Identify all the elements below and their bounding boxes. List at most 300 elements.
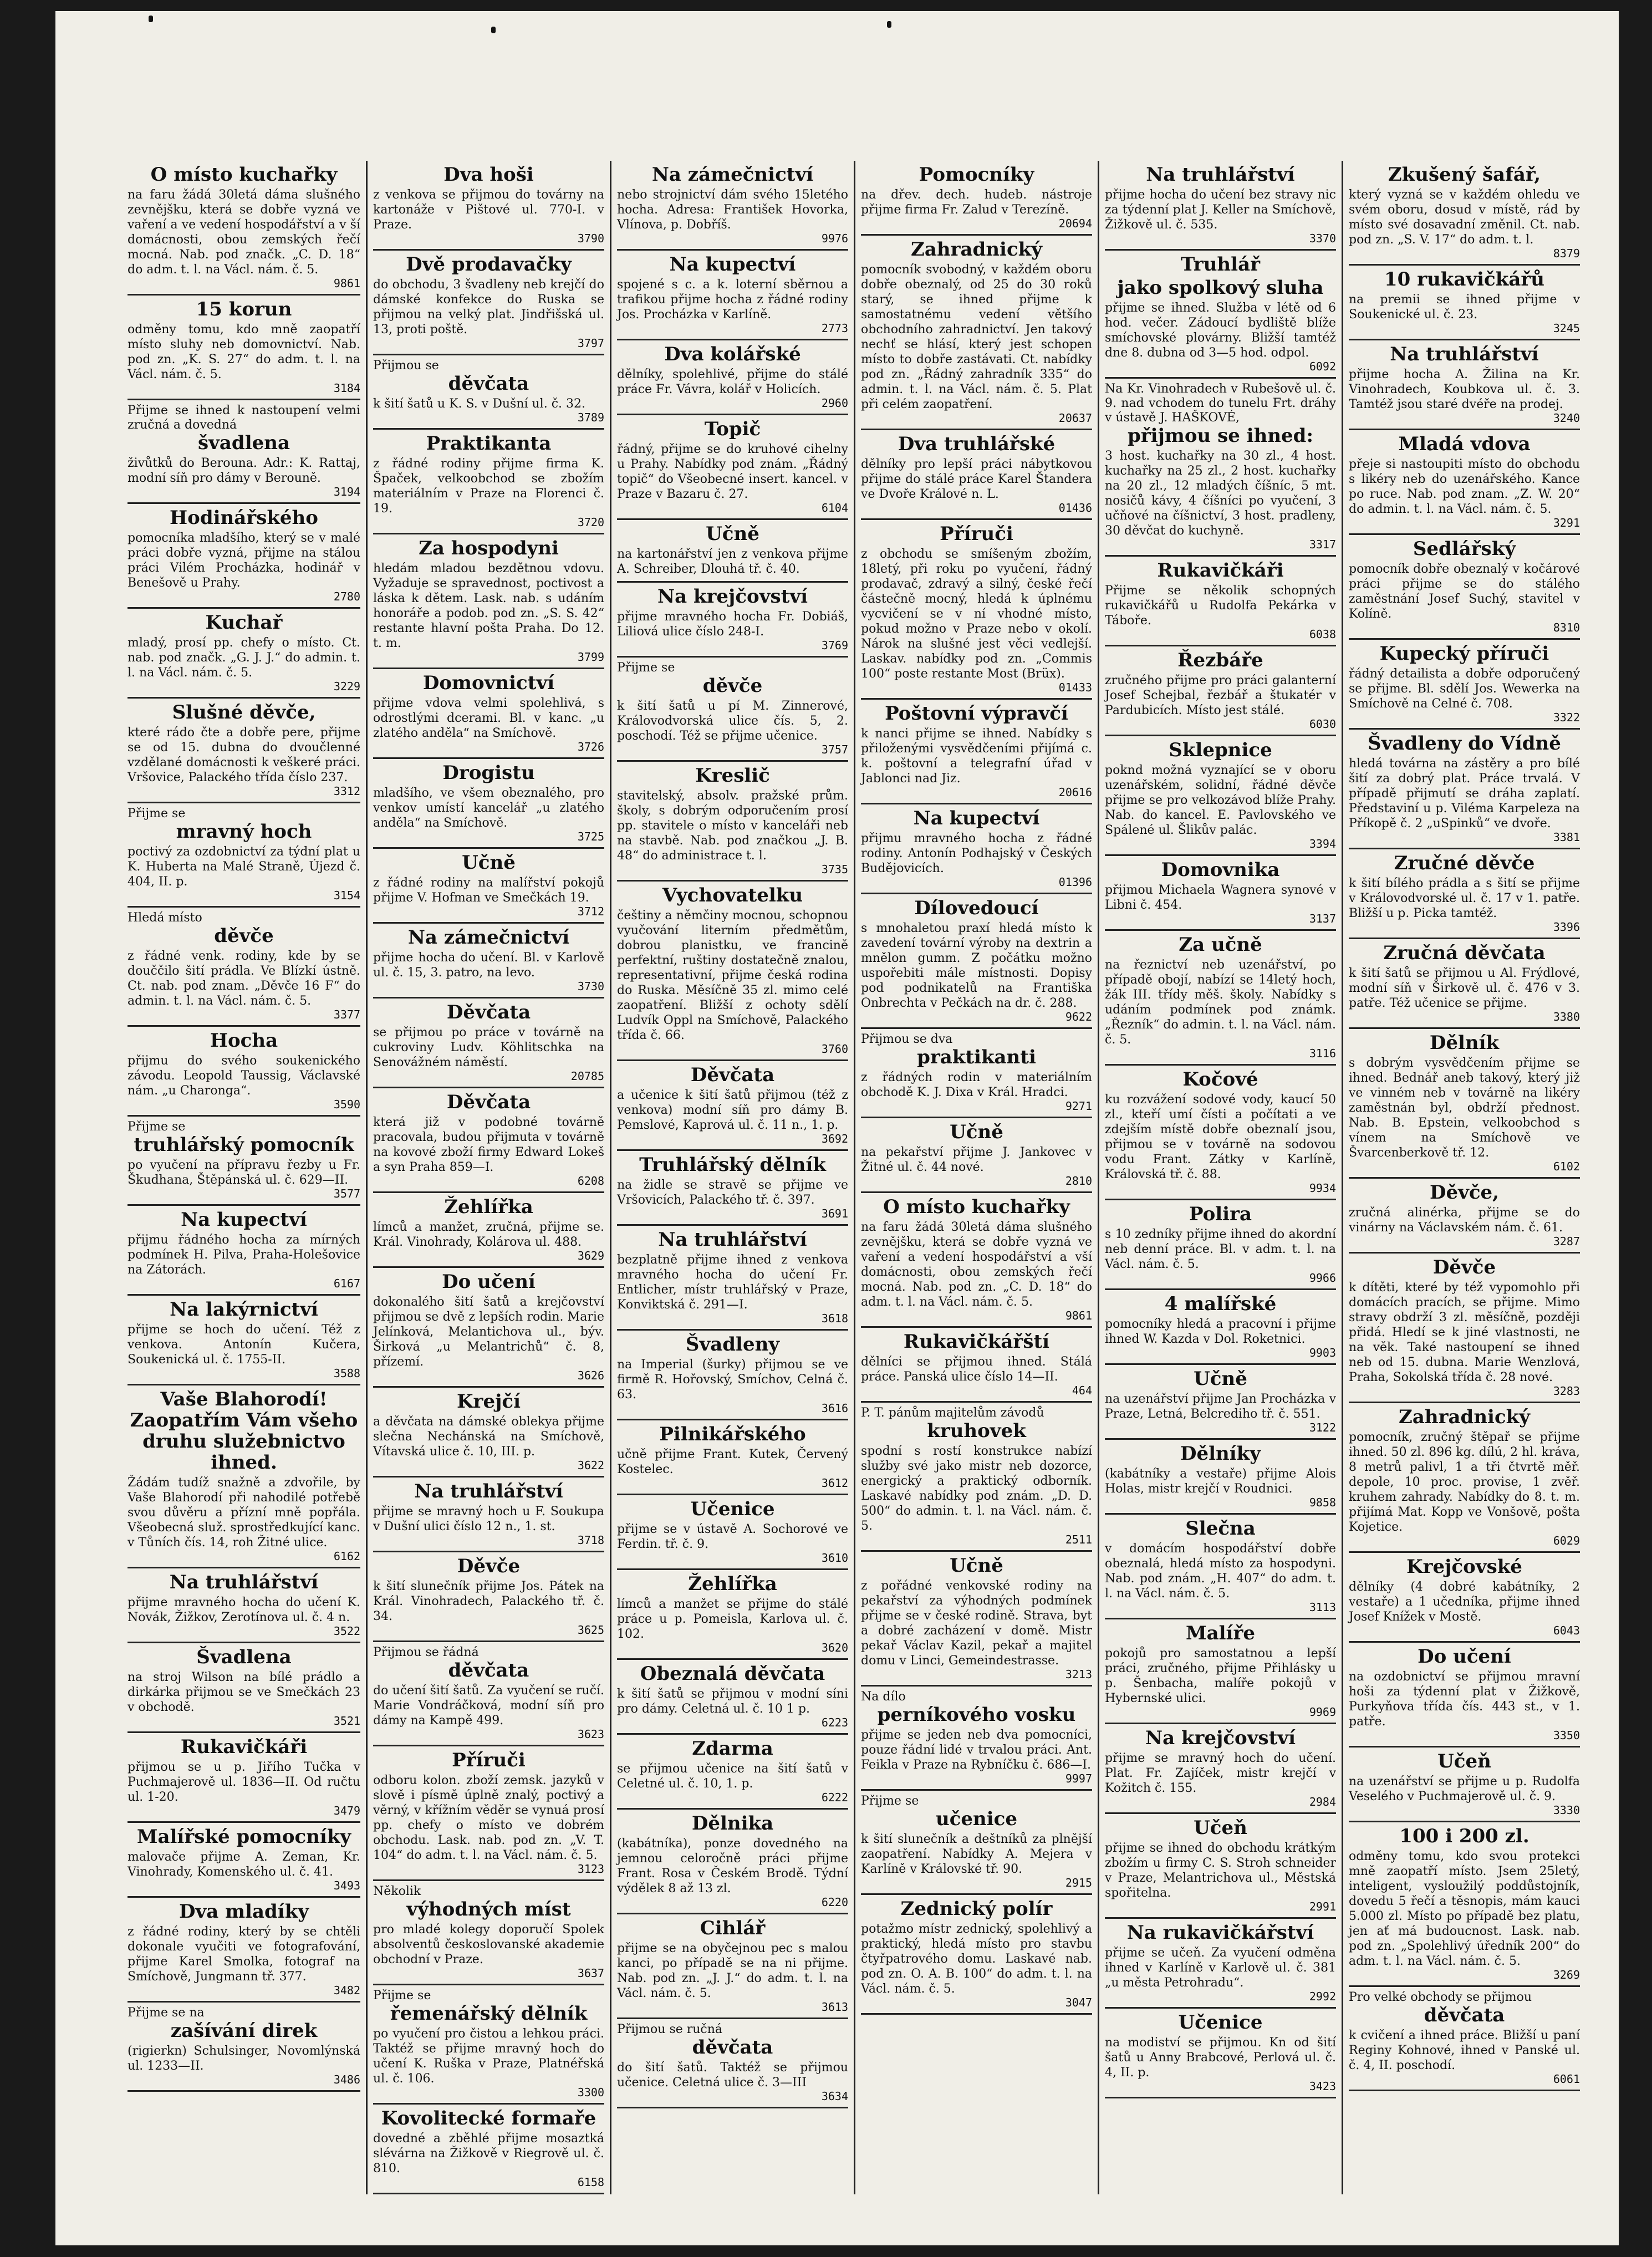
classified-ad	[1105, 2009, 1336, 2098]
classified-ad	[617, 1331, 848, 1420]
ad-body: s dobrým vysvědčením přijme se ihned. Bednář aneb takový, který již ve vinném neb v továrně na likéry zaměstnán byl, obdrží přednost. Nab. B. Epstein, velkoobchod s vínem na Smíchově ve Švarcenberkově tř. 12.	[1349, 1056, 1580, 1160]
ad-number: 3330	[1553, 1803, 1580, 1817]
ad-body: límců a manžet se přijme do stálé práce u p. Pomeisla, Karlova ul. č. 102.	[617, 1597, 848, 1641]
ad-number: 20637	[1058, 411, 1092, 425]
ad-heading: Řezbáře	[1177, 649, 1263, 671]
ad-number: 3423	[1309, 2080, 1336, 2093]
ad-body: a učenice k šití šatů přijmou (též z venkova) modní síň pro dámy B. Pemslové, Kaprová ul. č. 11 n., 1. p.	[617, 1088, 848, 1132]
ad-heading: Na truhlářství	[414, 1480, 563, 1502]
classified-ad	[617, 1226, 848, 1331]
ad-heading: Děvčata	[446, 1001, 531, 1023]
classified-ad	[128, 504, 360, 609]
ad-heading: Krejčovské	[1406, 1556, 1522, 1578]
ad-number: 3113	[1309, 1601, 1336, 1614]
ad-heading: Pomocníky	[919, 164, 1034, 186]
ad-body: pomocníky hledá a pracovní i přijme ihned W. Kazda v Dol. Roketnici.	[1105, 1317, 1336, 1346]
ad-number: 01436	[1058, 501, 1092, 514]
ad-kicker: Přijmou se dva	[861, 1032, 953, 1046]
ad-body: do učení šití šatů. Za vyučení se ručí. Marie Vondráčková, modní síň pro dámy na Kampě 499.	[373, 1684, 604, 1728]
ad-heading: Do učení	[1418, 1645, 1511, 1668]
ad-number: 6104	[821, 501, 848, 514]
ad-body: k šití šatů u pí M. Zinnerové, Královodvorská ulice čís. 5, 2. poschodí. Též se přijme učenice.	[617, 699, 848, 743]
ink-mark	[149, 16, 153, 22]
ad-body: nebo strojnictví dám svého 15letého hocha. Adresa: František Hovorka, Vlínova, p. Dobříš.	[617, 188, 848, 232]
classified-ad	[617, 1570, 848, 1660]
classified-ad	[1105, 1619, 1336, 1724]
ad-kicker: Přijmou se řádná	[373, 1645, 479, 1659]
ad-number: 9622	[1065, 1010, 1092, 1023]
ad-number: 3634	[821, 2090, 848, 2103]
ad-heading: přijmou se ihned:	[1127, 425, 1314, 447]
classified-ad	[1349, 1643, 1580, 1747]
ad-body: mladšího, ve všem obeznalého, pro venkov umístí kancelář „u zlatého anděla“ na Smíchově.	[373, 786, 604, 830]
classified-ad	[617, 1914, 848, 2019]
classified-ad	[1349, 535, 1580, 640]
ad-number: 3629	[577, 1249, 604, 1262]
ad-heading: Do učení	[442, 1271, 536, 1293]
ad-number: 3726	[577, 740, 604, 753]
ad-number: 3622	[577, 1459, 604, 1472]
ad-heading: Slušné děvče,	[172, 701, 316, 724]
ad-body: v domácím hospodářství dobře obeznalá, hledá místo za hospodyni. Nab. pod znám. „H. 407“ do adm. t. l. na Václ. nám. č. 5.	[1105, 1542, 1336, 1601]
ad-number: 3370	[1309, 232, 1336, 245]
ad-number: 6208	[577, 1174, 604, 1188]
classified-ad	[373, 759, 604, 849]
ad-body: živůtků do Berouna. Adr.: K. Rattaj, modní síň pro dámy v Berouně.	[128, 456, 360, 485]
ad-body: přijme se mravný hoch do učení. Plat. Fr. Zajíček, mistr krejčí v Kožitch č. 155.	[1105, 1751, 1336, 1795]
classified-ad	[373, 1881, 604, 1985]
classified-ad	[373, 1268, 604, 1388]
ad-body: z venkova se přijmou do továrny na kartonáže v Pištové ul. 770-I. v Praze.	[373, 188, 604, 232]
classified-ad	[128, 1117, 360, 1206]
ad-body: Přijme se několik schopných rukavičkářů u Rudolfa Pekárka v Táboře.	[1105, 584, 1336, 628]
ad-heading: Hocha	[210, 1030, 278, 1052]
ad-number: 9861	[333, 277, 360, 290]
ad-number: 3623	[577, 1728, 604, 1741]
ad-heading: Zdarma	[692, 1738, 773, 1760]
ad-body: se přijmou učenice na šití šatů v Celetné ul. č. 10, 1. p.	[617, 1762, 848, 1791]
ad-heading: děvčata	[692, 2036, 773, 2059]
classified-ad	[1349, 939, 1580, 1029]
ad-heading: Děvče	[1432, 1256, 1496, 1278]
ad-heading: 100 i 200 zl.	[1399, 1825, 1529, 1847]
ad-body: přijme hocha A. Žilina na Kr. Vinohradech, Koubkova ul. č. 3. Tamtéž jsou staré dvéře na prodej.	[1349, 368, 1580, 411]
ad-body: dělníci se přijmou ihned. Stálá práce. Panská ulice číslo 14—II.	[861, 1355, 1092, 1384]
ad-number: 3588	[333, 1367, 360, 1380]
ad-number: 3287	[1553, 1235, 1580, 1248]
ad-body: a děvčata na dámské oblekya přijme slečna Nechánská na Smíchově, Vítavská ulice č. 10, III. p.	[373, 1415, 604, 1459]
classified-ad	[373, 430, 604, 534]
ad-number: 3194	[333, 485, 360, 498]
classified-ad	[1105, 646, 1336, 736]
ad-body: z řádné rodiny přijme firma K. Špaček, velkoobchod se zbožím materiálním v Praze na Florenci č. 19.	[373, 457, 604, 516]
ad-number: 3394	[1309, 837, 1336, 850]
ad-heading: Cihlář	[700, 1917, 766, 1939]
ad-heading: Zručná děvčata	[1383, 942, 1546, 964]
classified-ad	[1349, 1822, 1580, 1987]
ad-kicker: Na dílo	[861, 1690, 906, 1704]
ad-number: 3692	[821, 1132, 848, 1145]
ad-heading: Na truhlářství	[658, 1229, 807, 1251]
ad-number: 3317	[1309, 538, 1336, 551]
ad-number: 2991	[1309, 1900, 1336, 1913]
ad-body: mladý, prosí pp. chefy o místo. Ct. nab. pod značk. „G. J. J.“ do admin. t. l. na Václ. nám. č. 5.	[128, 636, 360, 680]
classified-ad	[617, 1810, 848, 1914]
classified-ad	[128, 1733, 360, 1823]
ad-number: 3245	[1553, 322, 1580, 335]
classified-ad	[1349, 430, 1580, 535]
ad-heading: Dva truhlářské	[898, 433, 1056, 455]
ad-heading: Učenice	[1178, 2011, 1263, 2034]
ad-number: 2511	[1065, 1533, 1092, 1546]
ad-kicker: P. T. pánům majitelům závodů	[861, 1406, 1044, 1420]
ad-heading: švadlena	[198, 432, 290, 454]
ad-body: (rigierkn) Schulsinger, Novomlýnská ul. 1233—II.	[128, 2044, 360, 2073]
classified-ad	[373, 251, 604, 355]
ad-number: 3612	[821, 1476, 848, 1490]
classified-ad	[1105, 1365, 1336, 1440]
classified-ad	[1105, 557, 1336, 646]
classified-ad	[861, 520, 1092, 700]
ad-number: 3213	[1065, 1668, 1092, 1681]
ad-body: odboru kolon. zboží zemsk. jazyků v slově i písmě úplně znalý, poctivý a věrný, v křížním věděr se vynuá prosí pp. chefy o místo ve dobrém obchodu. Lask. nab. pod zn. „V. T. 104“ do adm. t. l. na Václ. nám. č. 5.	[373, 1774, 604, 1862]
ad-number: 3790	[577, 232, 604, 245]
ad-number: 3229	[333, 680, 360, 693]
classified-ad	[1349, 266, 1580, 340]
ad-number: 6222	[821, 1791, 848, 1804]
ad-number: 3590	[333, 1098, 360, 1111]
ad-body: pokojů pro samostatnou a lepší práci, zručného, přijme Přihlásky u p. Šenbacha, malíře pokojů v Hybernské ulici.	[1105, 1647, 1336, 1705]
ad-heading: Praktikanta	[426, 432, 552, 455]
ad-heading: Děvče	[457, 1555, 521, 1577]
ad-heading: Na kupectví	[181, 1209, 307, 1231]
ad-number: 3789	[577, 411, 604, 424]
ad-number: 3618	[821, 1312, 848, 1325]
ad-body: přijme hocha do učení bez stravy nic za týdenní plat J. Keller na Smíchově, Žižkově ul. č. 535.	[1105, 188, 1336, 232]
ad-heading: Malíře	[1185, 1622, 1256, 1644]
ad-body: (kabátníka), ponze dovedného na jemnou celoročně práci přijme Frant. Rosa v Českém Brodě. Týdní výdělek 8 až 13 zl.	[617, 1837, 848, 1896]
classified-ad	[861, 804, 1092, 894]
classified-ad	[128, 2003, 360, 2092]
ad-kicker: Hledá místo	[128, 911, 202, 925]
classified-ad	[128, 699, 360, 803]
ad-number: 3757	[821, 743, 848, 756]
ad-body: přijme vdova velmi spolehlivá, s odrostlými dcerami. Bl. v kanc. „u zlatého anděla“ na Smíchově.	[373, 696, 604, 740]
ad-heading: Na truhlářství	[1390, 343, 1539, 365]
ad-body: přijmu do svého soukenického závodu. Leopold Taussig, Václavské nám. „u Charonga“.	[128, 1054, 360, 1098]
classified-ad	[1105, 1200, 1336, 1290]
ad-heading: Žehlířka	[688, 1573, 777, 1595]
classified-ad	[617, 882, 848, 1061]
ad-body: přijme se ihned. Služba v létě od 6 hod. večer. Zádoucí bydliště blíže smíchovské plovárny. Bližší tamtéž dne 8. dubna od 3—5 hod. odpol.	[1105, 301, 1336, 360]
ad-body: na kartonářství jen z venkova přijme A. Schreiber, Dlouhá tř. č. 40.	[617, 547, 848, 576]
classified-ad	[1349, 1747, 1580, 1822]
ad-body: s mnohaletou praxí hledá místo k zavedení tovární výroby na dextrin a mnělon gumm. Z počátku možno uspořebiti mále místnosti. Dopisy pod podnikatelů na Františka Onbrechta v Pečkách na dr. č. 288.	[861, 921, 1092, 1010]
ad-number: 3377	[333, 1008, 360, 1021]
ad-body: na židle se stravě se přijme ve Vršovicích, Palackého tř. č. 397.	[617, 1178, 848, 1207]
classified-ad	[1105, 1290, 1336, 1365]
ad-body: na řeznictví neb uzenářství, po případě obojí, nabízí se 14letý hoch, žák III. třídy měš. školy. Nabídky s udáním podmínek pod známk. „Řezník“ do admin. t. l. na Václ. nám. č. 5.	[1105, 958, 1336, 1047]
ad-number: 8379	[1553, 247, 1580, 260]
ad-heading: Truhlářský dělník	[639, 1154, 826, 1176]
ad-number: 3122	[1309, 1421, 1336, 1434]
classified-ad	[617, 1420, 848, 1495]
ad-number: 3123	[577, 1862, 604, 1876]
ad-body: odměny tomu, kdo mně zaopatří místo sluhy neb domovnictví. Nab. pod zn. „K. S. 27“ do adm. t. l. na Václ. nám. č. 5.	[128, 323, 360, 381]
ad-heading: Kreslič	[695, 765, 770, 787]
ad-number: 3479	[333, 1804, 360, 1817]
ad-number: 3730	[577, 980, 604, 993]
ad-body: s 10 zedníky přijme ihned do akordní neb denní práce. Bl. v adm. t. l. na Václ. nám. č. 5.	[1105, 1227, 1336, 1271]
ad-body: pro mladé kolegy doporučí Spolek absolventů českoslovanské akademie obchodní v Praze.	[373, 1923, 604, 1966]
classified-column	[854, 161, 1098, 2194]
ad-heading: kruhovek	[927, 1420, 1026, 1442]
ad-body: stavitelský, absolv. pražské prům. školy, s dobrým odporučením prosí pp. stavitele o místo v kanceláři neb na stavbě. Nab. pod značkou „J. B. 48“ do administrace t. l.	[617, 789, 848, 863]
ad-body: k šití slunečník přijme Jos. Pátek na Král. Vinohradech, Palackého tř. č. 34.	[373, 1580, 604, 1623]
classified-ad	[373, 1388, 604, 1478]
ad-body: na Imperial (šurky) přijmou se ve firmě R. Hořovský, Smíchov, Celná č. 63.	[617, 1358, 848, 1402]
classified-ad	[373, 924, 604, 998]
ad-heading: zašívání direk	[170, 2020, 318, 2042]
ad-body: přijme mravného hocha Fr. Dobiáš, Liliová ulice číslo 248-I.	[617, 610, 848, 639]
classified-ad	[373, 355, 604, 430]
ink-mark	[491, 27, 496, 33]
ad-number: 3577	[333, 1187, 360, 1200]
classified-ad	[373, 1193, 604, 1268]
classified-column	[122, 161, 366, 2194]
classified-ad	[373, 1088, 604, 1193]
ad-number: 3486	[333, 2073, 360, 2086]
ad-heading: Učně	[706, 523, 759, 545]
classified-ad	[617, 415, 848, 520]
ad-kicker: Přijmou se	[373, 359, 439, 373]
ad-heading: Domovnika	[1161, 859, 1280, 881]
ad-heading: učenice	[935, 1808, 1018, 1830]
classified-column	[366, 161, 610, 2194]
classified-ad	[128, 296, 360, 400]
classified-ad	[1349, 1987, 1580, 2091]
ad-heading: Polira	[1189, 1203, 1252, 1225]
ad-heading: Sklepnice	[1169, 739, 1272, 761]
ad-number: 01433	[1058, 681, 1092, 694]
ad-body: k šití šatů se přijmou v modní síni pro dámy. Celetná ul. č. 10 1 p.	[617, 1687, 848, 1716]
ad-heading: Rukavičkářští	[903, 1331, 1050, 1353]
classified-ad	[1105, 161, 1336, 251]
classified-ad	[1349, 640, 1580, 730]
ad-number: 3760	[821, 1042, 848, 1056]
ad-body: do obchodu, 3 švadleny neb krejčí do dámské konfekce do Ruska se přijmou na velký plat. Jindřišská ul. 13, proti poště.	[373, 278, 604, 337]
ad-number: 3312	[333, 784, 360, 798]
ad-body: na modiství se přijmou. Kn od šití šatů u Anny Brabcové, Perlová ul. č. 4, II. p.	[1105, 2036, 1336, 2080]
ad-body: z řádné rodiny na malířství pokojů přijme V. Hofman ve Smečkách 19.	[373, 876, 604, 905]
ad-heading: Slečna	[1185, 1517, 1256, 1540]
ad-number: 9997	[1065, 1772, 1092, 1785]
ad-kicker: Přijme se	[128, 807, 186, 821]
classified-ad	[861, 430, 1092, 520]
ink-mark	[887, 21, 891, 28]
ad-heading: Zručné děvče	[1394, 852, 1535, 874]
ad-body: 3 host. kuchařky na 30 zl., 4 host. kuchařky na 25 zl., 2 host. kuchařky na 20 zl., 12 mladých číšníc, 5 mt. nosičů kávy, 4 číšníci po vyučení, 3 učňové na číšnictví, 3 host. pradleny, 30 děvčat do kuchyně.	[1105, 449, 1336, 538]
classified-ad	[128, 1027, 360, 1117]
ad-heading: Rukavičkáři	[1157, 559, 1284, 582]
ad-number: 6102	[1553, 1160, 1580, 1173]
classified-ad	[1105, 379, 1336, 557]
ad-kicker: Přijme se	[373, 1989, 431, 2003]
ad-number: 01396	[1058, 875, 1092, 889]
ad-heading: 4 malířské	[1164, 1293, 1277, 1315]
classified-ad	[861, 1895, 1092, 2015]
classified-ad	[1105, 251, 1336, 379]
ad-heading: praktikanti	[917, 1046, 1036, 1068]
classified-ad	[1105, 1066, 1336, 1200]
classified-ad	[617, 1495, 848, 1570]
ad-number: 9858	[1309, 1496, 1336, 1509]
ad-heading: Děvčata	[446, 1091, 531, 1113]
classified-ad	[128, 161, 360, 296]
ad-body: malovače přijme A. Zeman, Kr. Vinohrady, Komenského ul. č. 41.	[128, 1850, 360, 1879]
ad-heading: Děvče,	[1429, 1181, 1500, 1204]
ad-number: 6043	[1553, 1624, 1580, 1637]
ad-body: na dřev. dech. hudeb. nástroje přijme firma Fr. Zalud v Terezíně.	[861, 188, 1092, 217]
ad-heading: Poštovní výpravčí	[885, 702, 1068, 725]
classified-ad	[128, 1568, 360, 1643]
ad-number: 6061	[1553, 2072, 1580, 2086]
ad-body: přijme se mravný hoch u F. Soukupa v Dušní ulici číslo 12 n., 1. st.	[373, 1505, 604, 1533]
ad-body: hledá továrna na zástěry a pro bílé šití za dobrý plat. Práce trvalá. V případě přijmutí se dráha zaplatí. Představiní u p. Viléma Karpeleza na Příkopě č. 2 „uSpinků“ ve dvoře.	[1349, 757, 1580, 831]
ad-kicker: Pro velké obchody se přijmou	[1349, 1990, 1532, 2004]
ad-body: na premii se ihned přijme v Soukenické ul. č. 23.	[1349, 293, 1580, 322]
classified-ad	[373, 1985, 604, 2105]
ad-heading: Dělník	[1429, 1032, 1500, 1054]
classified-ad	[861, 1328, 1092, 1403]
ad-kicker: Na Kr. Vinohradech v Rubešově ul. č. 9. nad vchodem do tunelu Frt. dráhy v ústavě J. HAŠKOVÉ,	[1105, 382, 1336, 425]
classified-ad	[861, 1193, 1092, 1328]
classified-ad	[128, 803, 360, 908]
classified-ad	[1105, 856, 1336, 931]
ad-number: 3350	[1553, 1729, 1580, 1742]
ad-number: 2773	[821, 322, 848, 335]
ad-heading: Drogistu	[442, 762, 535, 784]
ad-heading: děvčata	[448, 373, 529, 395]
ad-kicker: Přijme se ihned k nastoupení velmi zručná a dovedná	[128, 404, 360, 432]
classified-ad	[617, 251, 848, 340]
ad-body: přijme se hoch do učení. Též z venkova. Antonín Kučera, Soukenická ul. č. 1755-II.	[128, 1323, 360, 1367]
classified-ad	[128, 908, 360, 1027]
ad-heading: Za hospodyni	[419, 537, 559, 559]
ad-body: přijme se v ústavě A. Sochorové ve Ferdin. tř. č. 9.	[617, 1522, 848, 1551]
ad-number: 9976	[821, 232, 848, 245]
ad-heading: Učeň	[1437, 1750, 1491, 1772]
ad-body: přijmou Michaela Wagnera synové v Libni č. 454.	[1105, 883, 1336, 912]
ad-body: odměny tomu, kdo svou protekci mně zaopatří místo. Jsem 25letý, inteligent, vysloužilý poddůstojník, dovedu 5 řečí a těsnopis, mám kauci 5.000 zl. Místo po případě bez platu, jen ať má budoucnost. Lask. nab. pod zn. „Spolehlivý úředník 200“ do adm. t. l. na Václ. nám. č. 5.	[1349, 1850, 1580, 1968]
classified-ad	[861, 1552, 1092, 1687]
ad-heading: perníkového vosku	[877, 1704, 1076, 1726]
ad-body: na faru žádá 30letá dáma slušného zevnějšku, která se dobře vyzná ve vaření a vedení hospodářství a vší domácnosti, obou zemských řečí mocná. Nab. pod zn. „C. D. 18“ do adm. t. l. na Václ. nám. č. 5.	[861, 1220, 1092, 1309]
ad-number: 3137	[1309, 912, 1336, 925]
ad-heading: mravný hoch	[176, 821, 312, 843]
ad-body: přijmu řádného hocha za mírných podmínek H. Pilva, Praha-Holešovice na Zátorách.	[128, 1233, 360, 1277]
ad-number: 3735	[821, 863, 848, 876]
ad-body: pomocník, zručný štěpař se přijme ihned. 50 zl. 896 kg. dílú, 2 hl. kráva, 8 metrů palivl, 1 a tři čtvrtě měř. depole, 10 proc. provise, 1 zvěř. kruhem zahrady. Nabídky do 8. t. m. přijímá Mat. Kopp ve Vonšově, pošta Kojetice.	[1349, 1430, 1580, 1534]
classified-ad	[617, 520, 848, 583]
ad-body: po vyučení na přípravu řezby u Fr. Škudhana, Štěpánská ul. č. 629—II.	[128, 1158, 360, 1187]
ad-body: přijmou se u p. Jiřího Tučka v Puchmajerově ul. 1836—II. Od ručtu ul. 1-20.	[128, 1760, 360, 1804]
classified-ad	[861, 161, 1092, 236]
classified-ad	[373, 1552, 604, 1642]
ad-number: 6158	[577, 2176, 604, 2189]
ad-heading: Na kupectví	[669, 253, 796, 276]
classified-ad	[617, 1061, 848, 1151]
ad-number: 20785	[570, 1069, 604, 1083]
ad-body: na uzenářství přijme Jan Procházka v Praze, Letná, Belcrediho tř. č. 551.	[1105, 1392, 1336, 1421]
ad-number: 9934	[1309, 1181, 1336, 1195]
ad-body: k šití slunečník a deštníků za plnější zaopatření. Nabídky A. Mejera v Karlíně v Královské tř. 90.	[861, 1832, 1092, 1876]
ad-heading: Na rukavičkářství	[1126, 1922, 1314, 1944]
ad-number: 3725	[577, 830, 604, 843]
ad-heading: Žehlířka	[444, 1196, 533, 1218]
ad-body: řádný, přijme se do kruhové cihelny u Prahy. Nabídky pod znám. „Řádný topič“ do Všeobecné insert. kancel. v Praze v Bazaru č. 27.	[617, 442, 848, 501]
classified-column	[1098, 161, 1342, 2194]
ad-body: dovedné a zběhlé přijme mosaztká slévárna na Žižkově v Riegrově ul. č. 810.	[373, 2132, 604, 2176]
ad-body: spodní s rostí konstrukce nabízí služby své jako mistr neb dozorce, energický a praktický odborník. Laskavé nabídky pod znám. „D. D. 500“ do admin. t. l. na Václ. nám. č. 5.	[861, 1444, 1092, 1533]
ad-heading: Na truhlářství	[169, 1571, 319, 1593]
ad-number: 6167	[333, 1277, 360, 1290]
ad-body: potažmo místr zednický, spolehlivý a praktický, hledá místo pro stavbu čtyřpatrového domu. Laskavé nab. pod zn. O. A. B. 100“ do adm. t. l. na Václ. nám. č. 5.	[861, 1922, 1092, 1996]
ad-number: 3184	[333, 381, 360, 395]
ad-number: 6092	[1309, 360, 1336, 373]
ad-number: 3626	[577, 1369, 604, 1382]
ad-heading: Zahradnický	[1399, 1406, 1530, 1428]
ad-body: na uzenářství se přijme u p. Rudolfa Veselého v Puchmajerově ul. č. 9.	[1349, 1775, 1580, 1803]
ad-body: po vyučení pro čistou a lehkou práci. Taktéž se přijme mravný hoch do učení K. Ruška v Praze, Platnéřská ul. č. 106.	[373, 2027, 604, 2086]
ad-kicker: Přijme se na	[128, 2006, 205, 2020]
ad-number: 2992	[1309, 1990, 1336, 2003]
ad-body: hledám mladou bezdětnou vdovu. Vyžaduje se spravednost, poctivost a láska k dětem. Lask. nab. s udáním honoráře a podob. pod zn. „S. S. 42“ restante hlavní pošta Praha. Do 12. t. m.	[373, 562, 604, 650]
ad-heading: Obeznalá děvčata	[640, 1663, 825, 1685]
ad-body: zručná alinérka, přijme se do vinárny na Václavském nám. č. 61.	[1349, 1206, 1580, 1235]
classified-ad	[617, 583, 848, 658]
ad-heading: děvče	[214, 925, 274, 947]
ad-heading: Sedlářský	[1413, 538, 1516, 560]
ad-number: 9271	[1065, 1099, 1092, 1113]
ad-number: 3718	[577, 1533, 604, 1547]
ad-number: 3625	[577, 1623, 604, 1637]
ad-number: 2984	[1309, 1795, 1336, 1808]
classified-ad	[373, 534, 604, 669]
ad-heading: Za učně	[1179, 934, 1262, 956]
ad-body: přijme mravného hocha do učení K. Novák, Žižkov, Zerotínova ul. č. 4 n.	[128, 1596, 360, 1624]
classified-ad	[1349, 1403, 1580, 1553]
ad-number: 3291	[1553, 516, 1580, 529]
ad-number: 3116	[1309, 1047, 1336, 1060]
ad-heading: Topič	[704, 418, 761, 440]
newspaper-page	[55, 11, 1619, 2245]
ad-heading: Kovolitecké formaře	[381, 2107, 596, 2129]
ad-number: 3322	[1553, 711, 1580, 724]
ad-heading: 10 rukavičkářů	[1384, 268, 1544, 291]
ad-heading: truhlářský pomocník	[134, 1134, 354, 1156]
classified-ad	[1349, 849, 1580, 939]
classified-ad	[373, 998, 604, 1088]
ad-number: 6029	[1553, 1534, 1580, 1547]
classified-ad	[861, 700, 1092, 804]
ad-body: dělníky pro lepší práci nábytkovou přijme do stálé práce Karel Štandera ve Dvoře Králové n. L.	[861, 457, 1092, 501]
classified-ad	[373, 161, 604, 251]
ad-number: 9969	[1309, 1705, 1336, 1719]
classified-ad	[373, 669, 604, 759]
ad-heading: Učně	[1194, 1368, 1247, 1390]
ad-number: 3269	[1553, 1968, 1580, 1981]
